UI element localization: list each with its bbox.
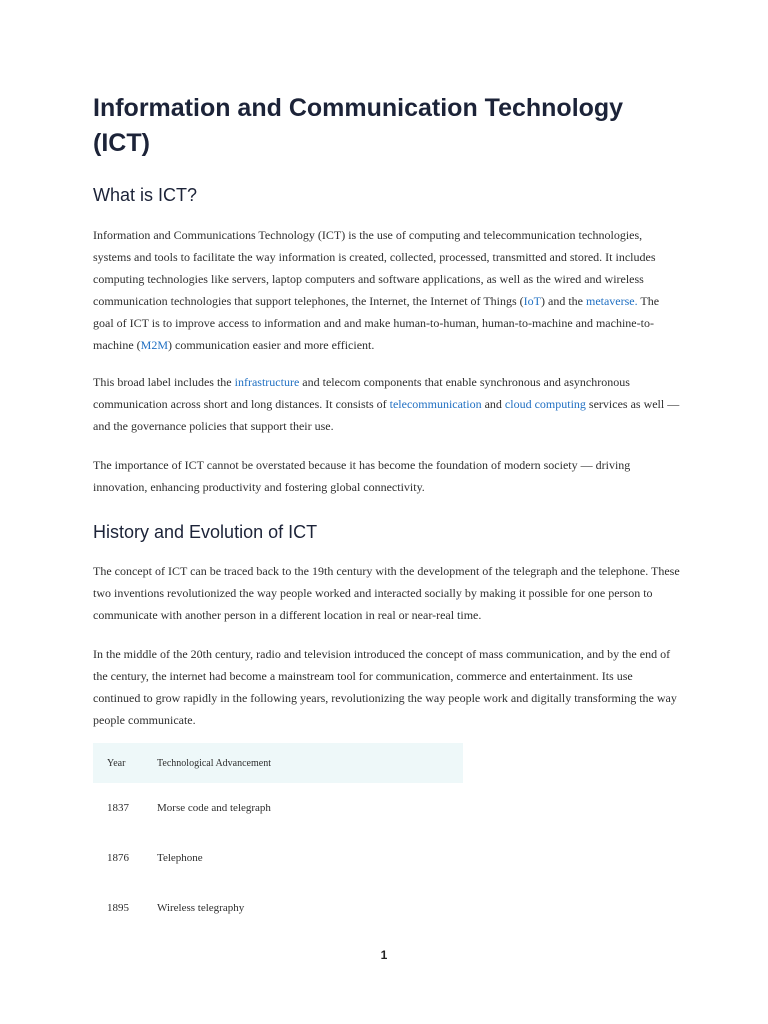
column-header-advancement: Technological Advancement <box>143 743 463 783</box>
cell-advancement: Telephone <box>157 852 203 864</box>
link-infrastructure[interactable]: infrastructure <box>234 375 300 389</box>
cell-year: 1876 <box>107 852 129 864</box>
cell-advancement: Morse code and telegraph <box>157 802 271 814</box>
advancements-table <box>93 743 463 933</box>
column-header-year: Year <box>93 743 143 783</box>
paragraph-ict-importance: The importance of ICT cannot be overstated because it has become the foundation of modern society — driving innovation, enhancing productivity and fostering global connectivity. <box>93 458 631 494</box>
paragraph-text: Information and Communications Technology (ICT) is the use of computing and telecommunication technologies, systems and tools to facilitate the way information is created, collected, processed, transmitted and stored. It includes computing technologies like servers, laptop computers and software applications, as well as the wired and wireless communication technologies that support telephones, the Internet, the Internet of Things ( <box>93 228 656 308</box>
link-cloud-computing[interactable]: cloud computing <box>504 397 586 411</box>
link-metaverse[interactable]: metaverse. <box>585 294 638 308</box>
paragraph-ict-scope <box>93 371 681 437</box>
paragraph-text: services as well — and the governance policies that support their use. <box>93 397 680 433</box>
paragraph-history-20th-century: In the middle of the 20th century, radio and television introduced the concept of mass communication, and by the end of the century, the internet had become a mainstream tool for communication, commerce and entertainment. Its use continued to grow rapidly in the following years, revolutionizing the way people work and digitally transforming the way people communicate. <box>93 647 677 727</box>
paragraph-text: ) and the <box>541 294 586 308</box>
paragraph-text: The goal of ICT is to improve access to information and and make human-to-human, human-to-machine and machine-to-machine ( <box>93 294 660 352</box>
paragraph-text: and telecom components that enable synchronous and asynchronous communication across short and long distances. It consists of <box>93 375 630 411</box>
table-row <box>93 883 463 933</box>
table-header-row <box>93 743 463 783</box>
page-title: Information and Communication Technology (ICT) <box>93 94 624 157</box>
paragraph-text: ) communication easier and more efficient. <box>168 338 375 352</box>
paragraph-history-origins: The concept of ICT can be traced back to the 19th century with the development of the telegraph and the telephone. These two inventions revolutionized the way people worked and interacted socially by making it possible for one person to communicate with another person in a different location in real or near-real time. <box>93 564 680 622</box>
cell-year: 1895 <box>107 902 129 914</box>
table-row <box>93 783 463 833</box>
paragraph-text: and <box>481 397 505 411</box>
table-row <box>93 833 463 883</box>
cell-year: 1837 <box>107 802 129 814</box>
paragraph-text: This broad label includes the <box>93 375 235 389</box>
link-m2m[interactable]: M2M <box>140 338 168 352</box>
section-heading-what-is-ict: What is ICT? <box>93 185 198 205</box>
section-heading-history: History and Evolution of ICT <box>93 522 318 542</box>
page-number: 1 <box>380 948 388 962</box>
paragraph-ict-definition <box>93 224 681 356</box>
link-iot[interactable]: IoT <box>523 294 541 308</box>
link-telecommunication[interactable]: telecommunication <box>389 397 482 411</box>
cell-advancement: Wireless telegraphy <box>157 902 245 914</box>
